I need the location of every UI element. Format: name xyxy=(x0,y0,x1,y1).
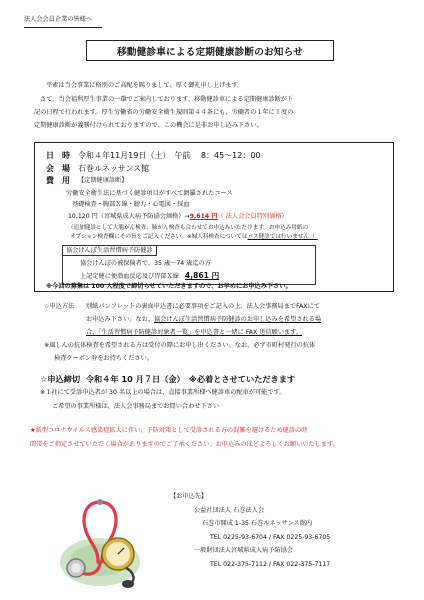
capacity-note: ※今回の募集は 100 人程度で締切らせていただきますので、お早めにお申込み下さい。 xyxy=(46,283,292,290)
kenpo-heading: 協会けんぽ生活習慣病予防健診 xyxy=(62,245,157,256)
option-note-text: オプション検査欄にその旨をご記入ください。※婦人科検査については xyxy=(70,234,248,240)
option-note xyxy=(70,233,318,241)
price-member-note: （ 法人会会員特別価格） xyxy=(217,213,288,220)
greeting-line: 定期健康診断が義務付けられておりますので、この機会に是非お申し込み下さい。 xyxy=(34,122,263,129)
contact-box xyxy=(170,492,402,582)
contact-heading: 【お申込先】 xyxy=(170,493,208,500)
fee-label: 費 用 xyxy=(46,176,70,185)
covid-notice-line: 間帯をご指定させていただく場合がありますのでご了承ください。お申込みのほどよろしくお願いいたします。 xyxy=(30,441,339,448)
greeting-line: 平素は当会事業に格別のご高配を賜りまして、厚く御礼申し上げます。 xyxy=(46,82,244,89)
org2-tel: TEL 022-375-7112 / FAX 022-375-7117 xyxy=(210,561,331,568)
greeting-line: さて、当会福利厚生事業の一環でご案内しております、移動健診車による定期健康診断が下 xyxy=(40,96,294,103)
org1-name: 公益社団法人 石巻法人会 xyxy=(194,507,265,514)
deadline xyxy=(40,374,295,385)
deadline-note: ※１社にて受診申込者が 30 名以上の場合は、直接事業所様へ健診車の配車が可能です。 xyxy=(40,389,286,396)
page-title-text: 移動健診車による定期健康診断のお知らせ xyxy=(117,46,303,58)
method-underlined: 協会けんぽ生活習慣病予防健診のお申し込みを希望される場 xyxy=(154,316,322,323)
price-regular: 10,120 円（宮城県成人病予防協会価格）→ xyxy=(68,213,190,220)
header-underline xyxy=(24,27,102,28)
kenpo-eligibility: 協会けんぽの被保険者で、35 歳～74 歳迄の方 xyxy=(80,260,211,267)
covid-notice-line: ★新型コロナウイルス感染症拡大に伴い、予防対策として受診される方の混雑を避けるため健診の時 xyxy=(30,427,308,434)
venue-label: 会 場 xyxy=(46,164,70,173)
application-method-line xyxy=(86,315,321,324)
deadline-note: ご希望の事業所様は、法人会事務局までお問い合わせ下さい xyxy=(52,403,220,410)
page-title xyxy=(86,40,334,61)
price-member: 9,614 円 xyxy=(189,213,218,220)
fee-line xyxy=(68,212,288,221)
stethoscope-icon xyxy=(56,496,144,588)
audience-header: 法人会会員企業の皆様へ xyxy=(24,16,93,23)
datetime-value: 令和４年11月19日（土） 午前 8：45～12：00 xyxy=(78,151,261,160)
datetime-label: 日 時 xyxy=(46,151,70,160)
application-method-label: ☆申込方法 xyxy=(44,303,75,310)
method-text: お申込み下さい。なお、 xyxy=(86,316,155,323)
kenpo-items: 上記定健に便潜血反応及び胃部Ｘ線 xyxy=(80,273,179,280)
vaccine-note: 検査クーポン券をお持ちください。 xyxy=(54,355,153,362)
deadline-label: ☆申込締切 xyxy=(40,374,81,384)
vaccine-note: ※風しんの抗体検査を希望される方は受付の際にお申し出ください。なお、必ず市町村発行の抗体 xyxy=(44,342,316,349)
kenpo-line xyxy=(80,271,219,281)
deadline-value: 令和４年 10 月７日（金） ※必着とさせていただきます xyxy=(85,374,296,384)
kenpo-price: 4,861 円 xyxy=(184,271,220,280)
checkup-items: 基礎検査・胸部Ｘ線・聴力・心電図・採血 xyxy=(72,201,190,208)
venue-value: 石巻ルネッサンス館 xyxy=(78,164,150,173)
greeting-line: 記の日程で行われます。厚生労働省の労働安全衛生規則第４４条にも、労働者の１年に１度の xyxy=(34,109,294,116)
application-method-line: 別紙パンフレットの裏面申込書に必要事項をご記入の上、法人会事務局までFAXにて xyxy=(86,303,320,310)
org1-tel: TEL 0225-93-6704 / FAX 0225-93-6705 xyxy=(210,534,331,541)
application-method-line: 合、「生活習慣病予防健診対象者一覧」を申込書と一緒に FAX 送信願います。 xyxy=(86,329,302,336)
option-note-underlined: バス健診では行いません。） xyxy=(247,234,318,240)
org2-name: 一般財団法人宮城県成人病予防協会 xyxy=(194,547,293,554)
checkup-heading: 【定期健康診断】 xyxy=(78,177,128,184)
option-note: （追加健診として大腸がん検査、肺がん検査も合わせてお申込みいただけます。お申込み用紙の xyxy=(68,225,309,231)
org1-address: 石巻市開成 1-35 石巻ルネッサンス館内 xyxy=(202,520,313,527)
checkup-description: 労働安全衛生法に基づく健診項目がすべて網羅されたコース xyxy=(66,190,233,197)
